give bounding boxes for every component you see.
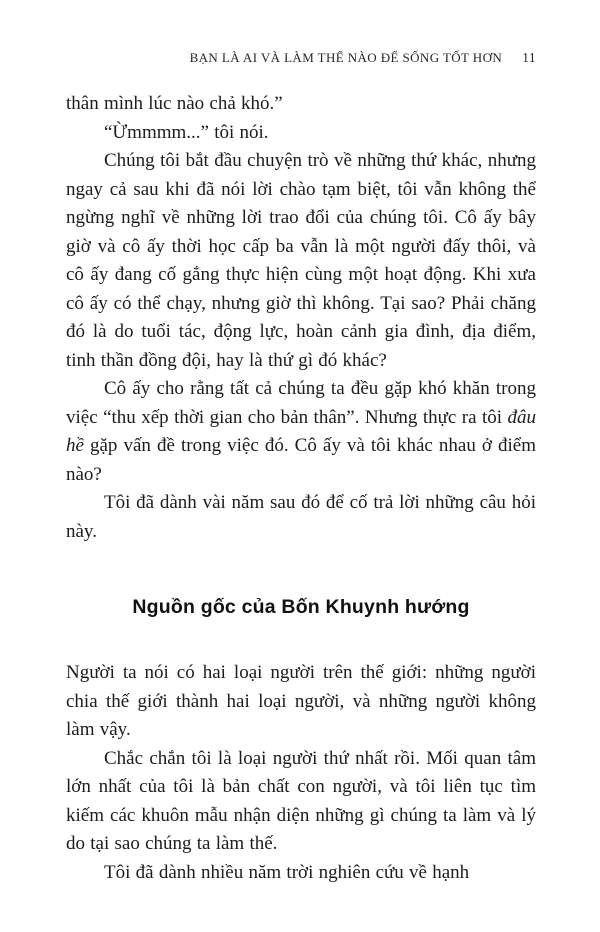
- paragraph-dialogue: “Ừmmmm...” tôi nói.: [104, 121, 269, 143]
- paragraph-segment-before: Cô ấy cho rằng tất cả chúng ta đều gặp khó khăn trong việc “thu xếp thời gian cho bản thân”. Nhưng thực ra tôi: [66, 378, 536, 428]
- paragraph-segment-italic: đâu hề: [66, 406, 536, 456]
- paragraph-first-kind: Chắc chắn tôi là loại người thứ nhất rồi. Mối quan tâm lớn nhất của tôi là bản chất con người, và tôi liên tục tìm kiếm các khuôn mẫu nhận diện những gì chúng ta làm và lý do tại sao chúng ta làm thế.: [66, 747, 536, 854]
- paragraph-continuation: thân mình lúc nào chả khó.”: [66, 93, 283, 114]
- page-number: 11: [522, 50, 536, 65]
- paragraph-two-kinds: Người ta nói có hai loại người trên thế giới: những người chia thế giới thành hai loại người, và những người không làm vậy.: [66, 662, 536, 740]
- paragraph-years-answer: Tôi đã dành vài năm sau đó để cố trả lời những câu hỏi này.: [66, 492, 536, 542]
- running-header-title: BẠN LÀ AI VÀ LÀM THẾ NÀO ĐỂ SỐNG TỐT HƠN: [189, 50, 503, 65]
- paragraph-conversation: Chúng tôi bắt đầu chuyện trò về những thứ khác, nhưng ngay cả sau khi đã nói lời chào tạm biệt, tôi vẫn không thể ngừng nghĩ về những lời trao đổi của chúng tôi. Cô ấy bây giờ và cô ấy thời học cấp ba vẫn là một người đấy thôi, và cô ấy đang cố gắng thực hiện cùng một hoạt động. Khi xưa cô ấy có thể chạy, nhưng giờ thì không. Tại sao? Phải chăng đó là do tuổi tác, động lực, hoàn cảnh gia đình, địa điểm, tinh thần đồng đội, hay là thứ gì đó khác?: [66, 150, 536, 371]
- paragraph-research: Tôi đã dành nhiều năm trời nghiên cứu về hạnh: [104, 861, 470, 883]
- page-body: [66, 90, 536, 887]
- section-heading: Nguồn gốc của Bốn Khuynh hướng: [132, 596, 470, 618]
- running-header: [66, 50, 536, 66]
- paragraph-segment-after: gặp vấn đề trong việc đó. Cô ấy và tôi khác nhau ở điểm nào?: [66, 435, 536, 485]
- paragraph-with-italic: [66, 375, 536, 489]
